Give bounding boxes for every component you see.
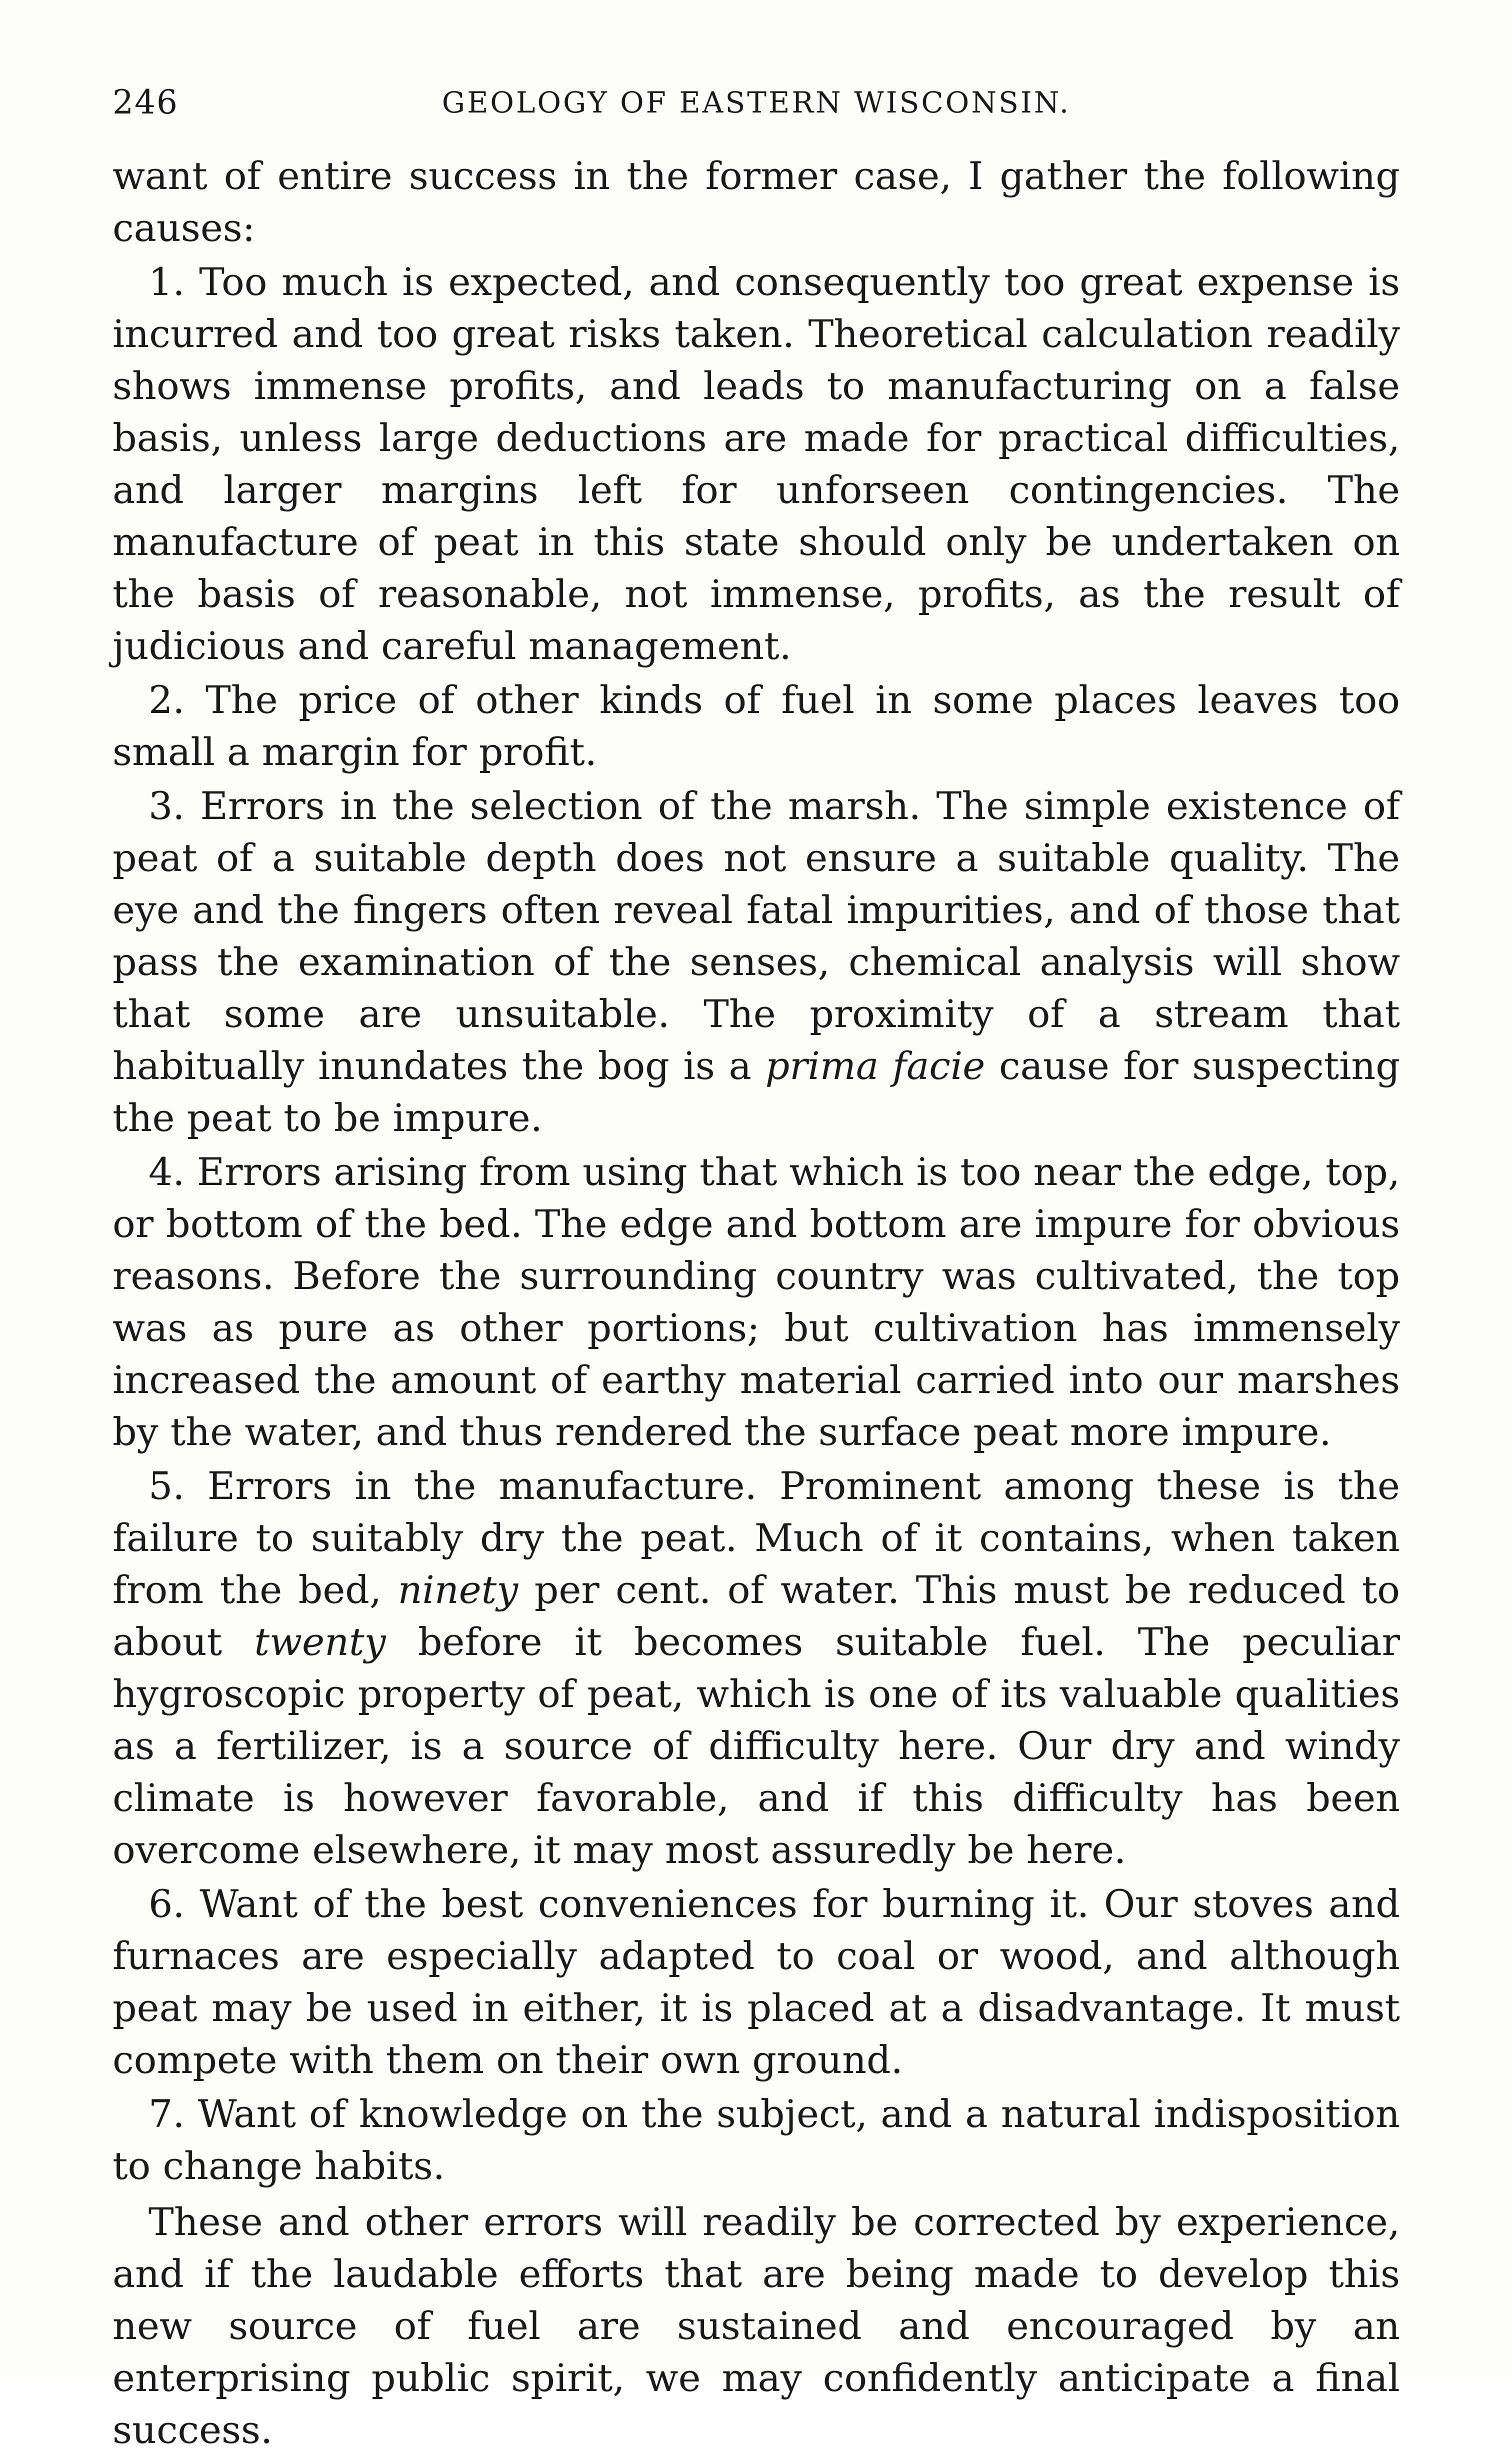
item-5-text-part-1: 5. Errors in the manufacture. Prominent among these is the failure to suitably dry the peat. Much of it contains, when taken from the bed,	[112, 1464, 1400, 1612]
paragraph-item-4: 4. Errors arising from using that which is too near the edge, top, or bottom of the bed. The edge and bottom are impure for obvious reasons. Before the surrounding country was cultivated, the top was as pure as other portions; but cultivation has immensely increased the amount of earthy material carried into our marshes by the water, and thus rendered the surface peat more impure.	[112, 1150, 1400, 1454]
ninety-emphasis: ninety	[398, 1568, 518, 1612]
item-5-text-part-3: before it becomes suitable fuel. The peculiar hygroscopic property of peat, which is one of its valuable qualities as a fertilizer, is a source of difficulty here. Our dry and windy climate is however favorable, and if this difficulty has been overcome elsewhere, it may most assuredly be here.	[112, 1620, 1400, 1872]
item-5-text-part-2: per cent. of water. This must be reduced to about	[112, 1568, 1400, 1664]
item-3-text-before: 3. Errors in the selection of the marsh. The simple existence of peat of a suitable depth does not ensure a suitable quality. The eye and the fingers often reveal fatal impurities, and of those that pass the examination of the senses, chemical analysis will show that some are unsuitable. The proximity of a stream that habitually inundates the bog is a	[112, 784, 1400, 1088]
running-head	[112, 75, 1400, 130]
paragraph-item-6: 6. Want of the best conveniences for burning it. Our stoves and furnaces are especially adapted to coal or wood, and although peat may be used in either, it is placed at a disadvantage. It must compete with them on their own ground.	[112, 1882, 1400, 2082]
paragraph-item-7: 7. Want of knowledge on the subject, and a natural indisposition to change habits.	[112, 2092, 1400, 2188]
page-number: 246	[112, 83, 178, 122]
twenty-emphasis: twenty	[254, 1620, 386, 1664]
paragraph-item-3	[112, 780, 1400, 1144]
paragraph-item-1: 1. Too much is expected, and consequently too great expense is incurred and too great risks taken. Theoretical calculation readily shows immense profits, and leads to manufacturing on a false basis, unless large deductions are made for practical difficulties, and larger margins left for unforseen contingencies. The manufacture of peat in this state should only be undertaken on the basis of reasonable, not immense, profits, as the result of judicious and careful management.	[112, 260, 1400, 668]
paragraph-conclusion: These and other errors will readily be corrected by experience, and if the laudable efforts that are being made to develop this new source of fuel are sustained and encouraged by an enterprising public spirit, we may confidently anticipate a final success.	[112, 2200, 1400, 2452]
running-title: GEOLOGY OF EASTERN WISCONSIN.	[442, 86, 1071, 120]
prima-facie-emphasis: prima facie	[765, 1044, 986, 1088]
item-3-text-after: cause for suspecting the peat to be impure.	[112, 1044, 1400, 1140]
paragraph-item-5	[112, 1460, 1400, 1876]
body-text	[112, 150, 1400, 2458]
paragraph-intro: want of entire success in the former case, I gather the following causes:	[112, 154, 1400, 250]
paragraph-item-2: 2. The price of other kinds of fuel in some places leaves too small a margin for profit.	[112, 678, 1400, 774]
